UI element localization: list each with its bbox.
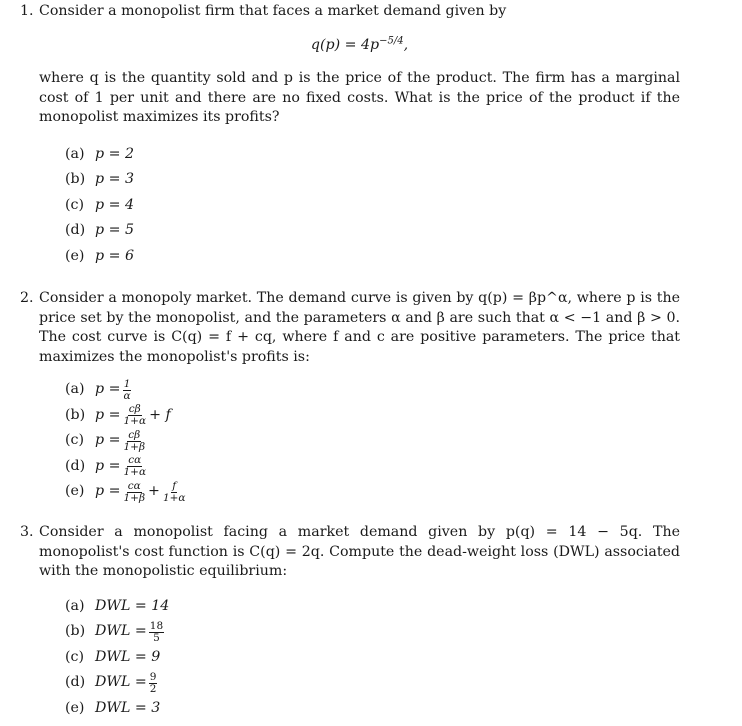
fraction: $\frac{f}{1+\alpha}$ [162,479,186,504]
question-body: where q is the quantity sold and p is the price of the product. The firm has a marginal cost of 1 per unit and there are no fixed costs. What is the price of the product if the monopolist maximizes its profits? [39,70,680,126]
question-stem: Consider a monopolist firm that faces a market demand given by [39,3,507,19]
question-number: 2. [20,290,34,306]
option-e[interactable]: (e) DWL = 3 [65,699,161,716]
option-d[interactable]: (d) DWL = $\frac{9}{2}$ [65,670,157,695]
option-e[interactable]: (e) p = 6 [65,247,135,264]
option-a[interactable]: (a) p = $\frac{1}{\alpha}$ [65,377,131,402]
options-list [65,594,680,722]
demand-equation: $q(p) = 4p^{-5/4}$, [310,34,409,53]
question-1 [20,2,680,269]
fraction: $\frac{c\alpha}{1+\alpha}$ [123,454,147,479]
options-list [65,142,680,270]
option-d[interactable]: (d) p = $\frac{c\alpha}{1+\alpha}$ [65,454,147,479]
question-body: Consider a monopolist facing a market demand given by p(q) = 14 − 5q. The monopolist's cost function is C(q) = 2q. Compute the dead-weight loss (DWL) associated with the monopolistic equilibrium: [39,524,680,580]
question-number: 1. [20,3,34,19]
option-d[interactable]: (d) p = 5 [65,222,135,239]
options-list [65,377,680,505]
option-c[interactable]: (c) p = $\frac{c\beta}{1+\beta}$ [65,428,146,453]
fraction: $\frac{18}{5}$ [149,619,164,644]
option-b[interactable]: (b) p = $\frac{c\beta}{1+\alpha}$ + f [65,403,171,428]
option-b[interactable]: (b) DWL = $\frac{18}{5}$ [65,619,164,644]
question-body: Consider a monopoly market. The demand curve is given by q(p) = βp^α, where p is the price set by the monopolist, and the parameters α and β are such that α < −1 and β > 0. The cost curve is C(q) = f + cq, where f and c are positive parameters. The price that maximizes the monopolist's profits is: [39,290,680,365]
option-c[interactable]: (c) DWL = 9 [65,648,161,665]
fraction: $\frac{c\beta}{1+\beta}$ [123,428,146,453]
option-a[interactable]: (a) DWL = 14 [65,597,170,614]
fraction: $\frac{c\alpha}{1+\beta}$ [123,479,146,504]
fraction: $\frac{1}{\alpha}$ [123,377,131,402]
option-e[interactable]: (e) p = $\frac{c\alpha}{1+\beta}$ + $\frac{f}{1+\alpha}$ [65,479,186,504]
question-number: 3. [20,524,34,540]
option-a[interactable]: (a) p = 2 [65,145,135,162]
fraction: $\frac{c\beta}{1+\alpha}$ [123,403,147,428]
question-2 [20,289,680,505]
option-c[interactable]: (c) p = 4 [65,196,135,213]
question-3 [20,523,680,721]
fraction: $\frac{9}{2}$ [149,670,157,695]
option-b[interactable]: (b) p = 3 [65,171,135,188]
